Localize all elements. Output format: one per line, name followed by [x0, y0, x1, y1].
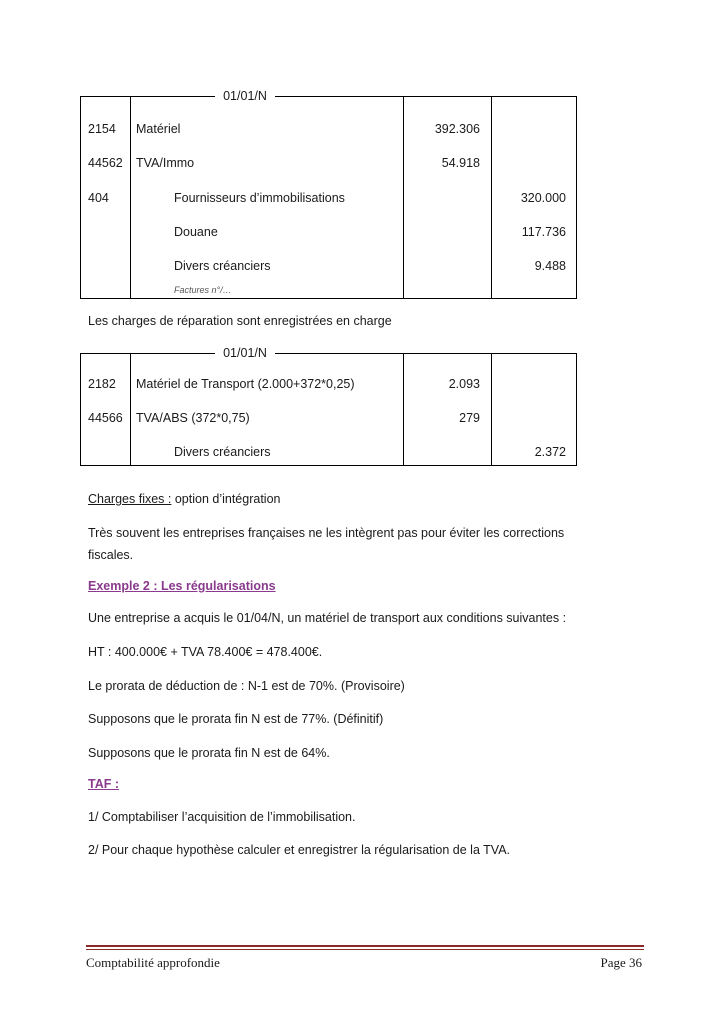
account-label: Fournisseurs d’immobilisations — [174, 191, 345, 205]
page-number: Page 36 — [600, 955, 642, 970]
journal-bottom-border — [80, 465, 577, 466]
debit-amount: 392.306 — [434, 122, 480, 136]
journal-row — [80, 375, 577, 393]
journal-date: 01/01/N — [215, 89, 275, 103]
repair-charges-text: Les charges de réparation sont enregistrées en charge — [88, 314, 392, 328]
journal-entry-2 — [80, 346, 577, 466]
account-label: Divers créanciers — [174, 259, 271, 273]
journal-row — [80, 443, 577, 461]
footer-title: Comptabilité approfondie — [86, 955, 220, 970]
credit-amount: 9.488 — [534, 259, 566, 273]
example-heading — [88, 575, 648, 597]
charges-fixes-heading: Charges fixes : — [88, 492, 172, 506]
credit-amount: 117.736 — [521, 225, 566, 239]
charges-fixes-text: option d’intégration — [171, 492, 281, 506]
account-label: Matériel de Transport (2.000+372*0,25) — [136, 377, 355, 391]
charges-fixes-line — [88, 488, 648, 510]
journal-top-border-right — [275, 96, 577, 97]
journal-top-border-left — [80, 96, 215, 97]
french-companies-line2: fiscales. — [88, 548, 134, 562]
account-number: 2154 — [88, 122, 116, 136]
journal-row — [80, 120, 577, 138]
debit-amount: 279 — [459, 411, 480, 425]
journal-note-row — [80, 281, 577, 299]
footer-rule — [86, 949, 644, 950]
account-label: TVA/Immo — [136, 156, 195, 170]
account-label: Matériel — [136, 122, 181, 136]
account-number: 44566 — [88, 411, 123, 425]
journal-row — [80, 223, 577, 241]
example-text: Une entreprise a acquis le 01/04/N, un matériel de transport aux conditions suivantes : — [88, 611, 567, 625]
account-label: Douane — [174, 225, 218, 239]
account-number: 44562 — [88, 156, 123, 170]
journal-row — [80, 154, 577, 172]
credit-amount: 2.372 — [534, 445, 566, 459]
prorata-line: Le prorata de déduction de : N-1 est de 70%. (Provisoire) — [88, 679, 405, 693]
journal-row — [80, 189, 577, 207]
journal-top-border-right — [275, 353, 577, 354]
account-label: TVA/ABS (372*0,75) — [136, 411, 250, 425]
account-number: 404 — [88, 191, 109, 205]
account-number: 2182 — [88, 377, 116, 391]
invoice-note: Factures n°/… — [174, 285, 232, 295]
credit-amount: 320.000 — [520, 191, 566, 205]
account-label: Divers créanciers — [174, 445, 271, 459]
ht-line: HT : 400.000€ + TVA 78.400€ = 478.400€. — [88, 645, 323, 659]
journal-row — [80, 257, 577, 275]
task-2: 2/ Pour chaque hypothèse calculer et enregistrer la régularisation de la TVA. — [88, 843, 511, 857]
hypothesis-1: Supposons que le prorata fin N est de 77%. (Définitif) — [88, 712, 384, 726]
debit-amount: 2.093 — [448, 377, 480, 391]
journal-date: 01/01/N — [215, 346, 275, 360]
journal-row — [80, 409, 577, 427]
debit-amount: 54.918 — [441, 156, 480, 170]
journal-top-border-left — [80, 353, 215, 354]
taf-heading-text: TAF : — [88, 777, 120, 791]
taf-heading — [88, 773, 648, 795]
hypothesis-2: Supposons que le prorata fin N est de 64%. — [88, 746, 330, 760]
task-1: 1/ Comptabiliser l’acquisition de l’immobilisation. — [88, 810, 356, 824]
footer-rule — [86, 945, 644, 947]
example-heading-text: Exemple 2 : Les régularisations — [88, 579, 276, 593]
french-companies-line1: Très souvent les entreprises françaises ne les intègrent pas pour éviter les corrections — [88, 526, 565, 540]
journal-entry-1 — [80, 89, 577, 299]
